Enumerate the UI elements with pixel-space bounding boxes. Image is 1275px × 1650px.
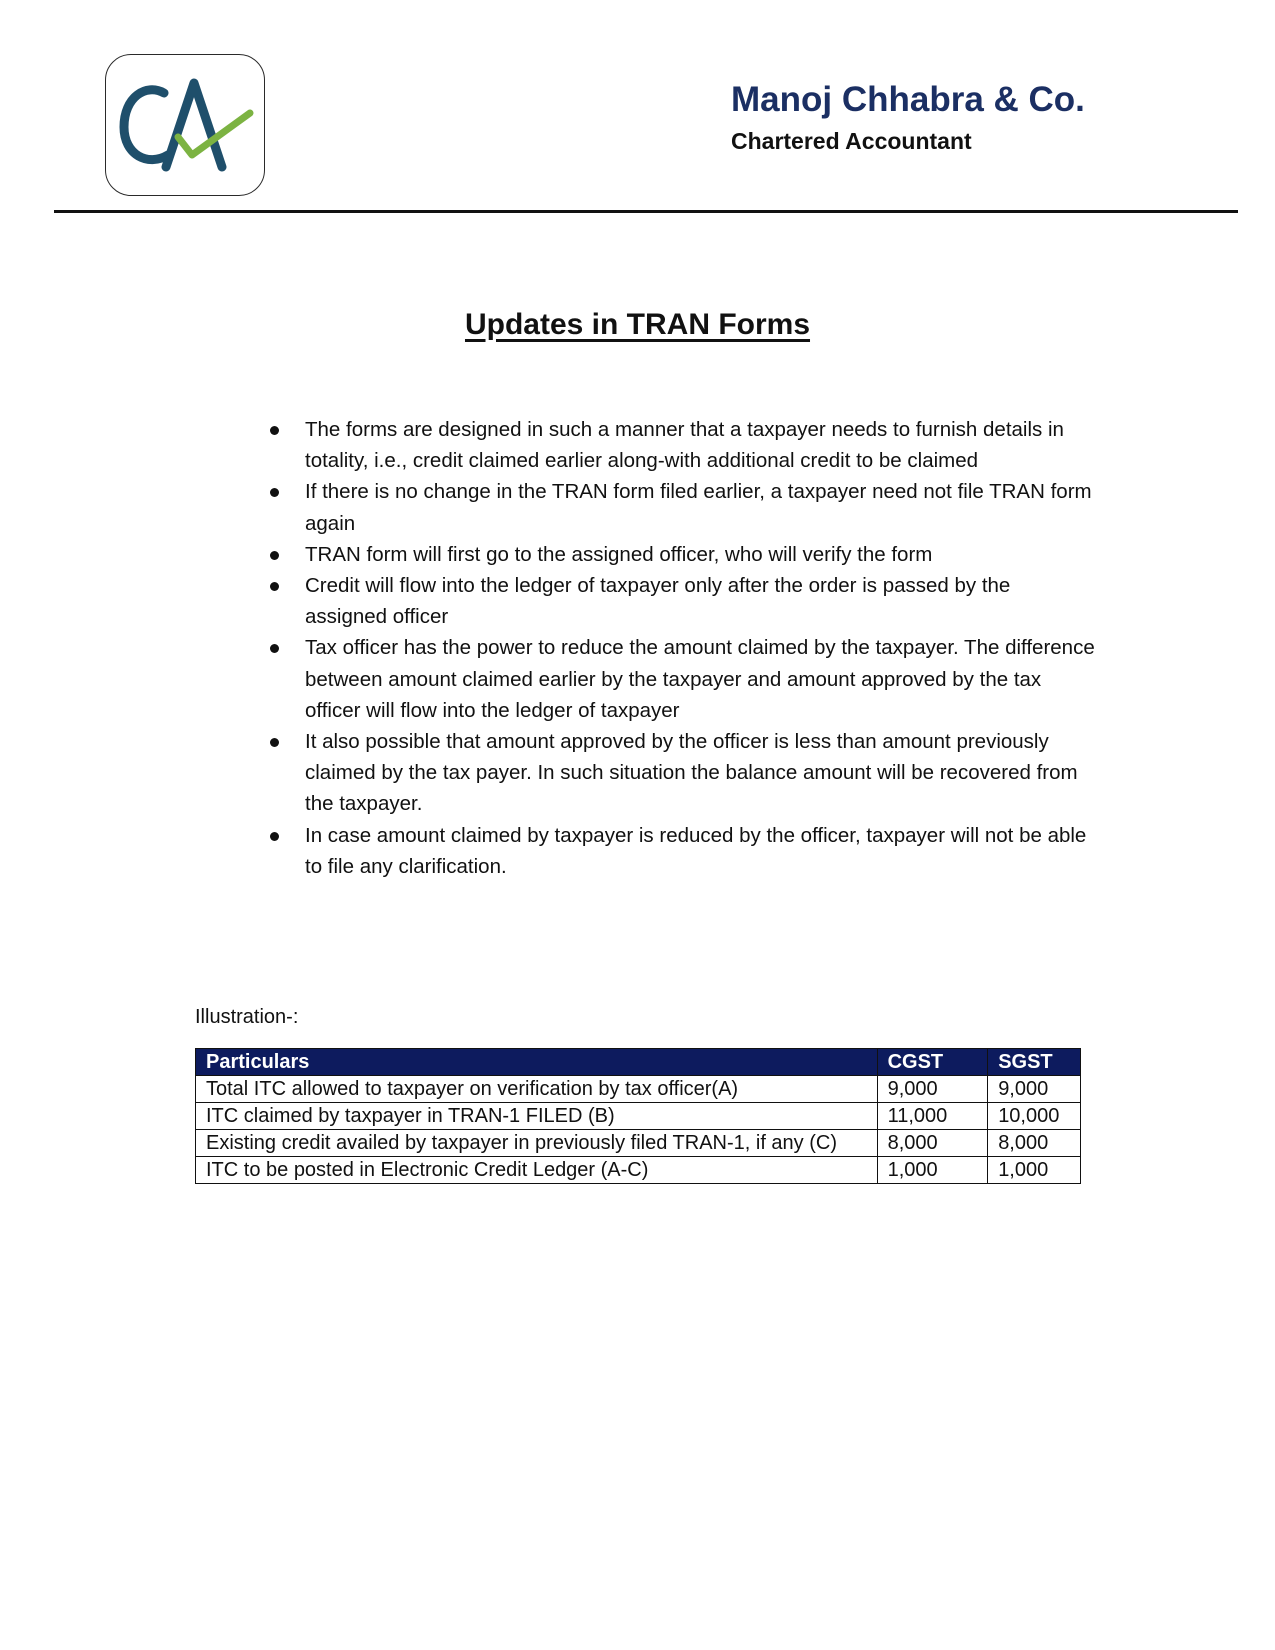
list-item: [305, 570, 1095, 632]
header-particulars: Particulars: [196, 1049, 878, 1076]
cell-particulars: Existing credit availed by taxpayer in previously filed TRAN-1, if any (C): [196, 1130, 878, 1157]
table-row: [196, 1076, 1081, 1103]
illustration-label: Illustration-:: [195, 1006, 299, 1028]
table-row: [196, 1130, 1081, 1157]
cell-sgst: 8,000: [988, 1130, 1081, 1157]
bullet-icon: [270, 551, 279, 560]
list-item-text: TRAN form will first go to the assigned officer, who will verify the form: [305, 542, 933, 566]
firm-subtitle: Chartered Accountant: [731, 128, 972, 154]
header-sgst: SGST: [988, 1049, 1081, 1076]
list-item-text: The forms are designed in such a manner that a taxpayer needs to furnish details in totality, i.e., credit claimed earlier along-with additional credit to be claimed: [305, 418, 1064, 473]
list-item: [305, 414, 1095, 476]
list-item-text: Tax officer has the power to reduce the amount claimed by the taxpayer. The difference between amount claimed earlier by the taxpayer and amount approved by the tax officer will flow into the ledger of taxpayer: [305, 636, 1095, 722]
list-item: [305, 539, 1095, 570]
bullet-icon: [270, 582, 279, 591]
list-item: [305, 726, 1095, 820]
bullet-icon: [270, 832, 279, 841]
table-row: [196, 1103, 1081, 1130]
firm-name: Manoj Chhabra & Co.: [731, 80, 1085, 119]
ca-logo-icon: [106, 55, 266, 197]
cell-sgst: 9,000: [988, 1076, 1081, 1103]
header-divider: [54, 210, 1238, 213]
header-cgst: CGST: [877, 1049, 988, 1076]
cell-cgst: 8,000: [877, 1130, 988, 1157]
cell-sgst: 10,000: [988, 1103, 1081, 1130]
document-title: Updates in TRAN Forms: [464, 308, 811, 341]
list-item: [305, 820, 1095, 882]
bullet-list: [305, 414, 1095, 882]
cell-particulars: Total ITC allowed to taxpayer on verification by tax officer(A): [196, 1076, 878, 1103]
cell-cgst: 11,000: [877, 1103, 988, 1130]
list-item-text: Credit will flow into the ledger of taxpayer only after the order is passed by the assigned officer: [305, 574, 1011, 629]
cell-particulars: ITC to be posted in Electronic Credit Ledger (A-C): [196, 1157, 878, 1184]
cell-cgst: 9,000: [877, 1076, 988, 1103]
ca-logo: [105, 54, 265, 196]
table-header-row: [196, 1049, 1081, 1076]
list-item-text: In case amount claimed by taxpayer is reduced by the officer, taxpayer will not be able to file any clarification.: [305, 823, 1087, 878]
cell-cgst: 1,000: [877, 1157, 988, 1184]
list-item: [305, 632, 1095, 726]
bullet-icon: [270, 426, 279, 435]
bullet-icon: [270, 644, 279, 653]
itc-table: [195, 1048, 1081, 1184]
list-item-text: It also possible that amount approved by the officer is less than amount previously claimed by the tax payer. In such situation the balance amount will be recovered from the taxpayer.: [305, 730, 1078, 816]
list-item: [305, 476, 1095, 538]
list-item-text: If there is no change in the TRAN form filed earlier, a taxpayer need not file TRAN form again: [305, 480, 1092, 535]
cell-sgst: 1,000: [988, 1157, 1081, 1184]
bullet-icon: [270, 488, 279, 497]
cell-particulars: ITC claimed by taxpayer in TRAN-1 FILED (B): [196, 1103, 878, 1130]
bullet-icon: [270, 738, 279, 747]
table-row: [196, 1157, 1081, 1184]
